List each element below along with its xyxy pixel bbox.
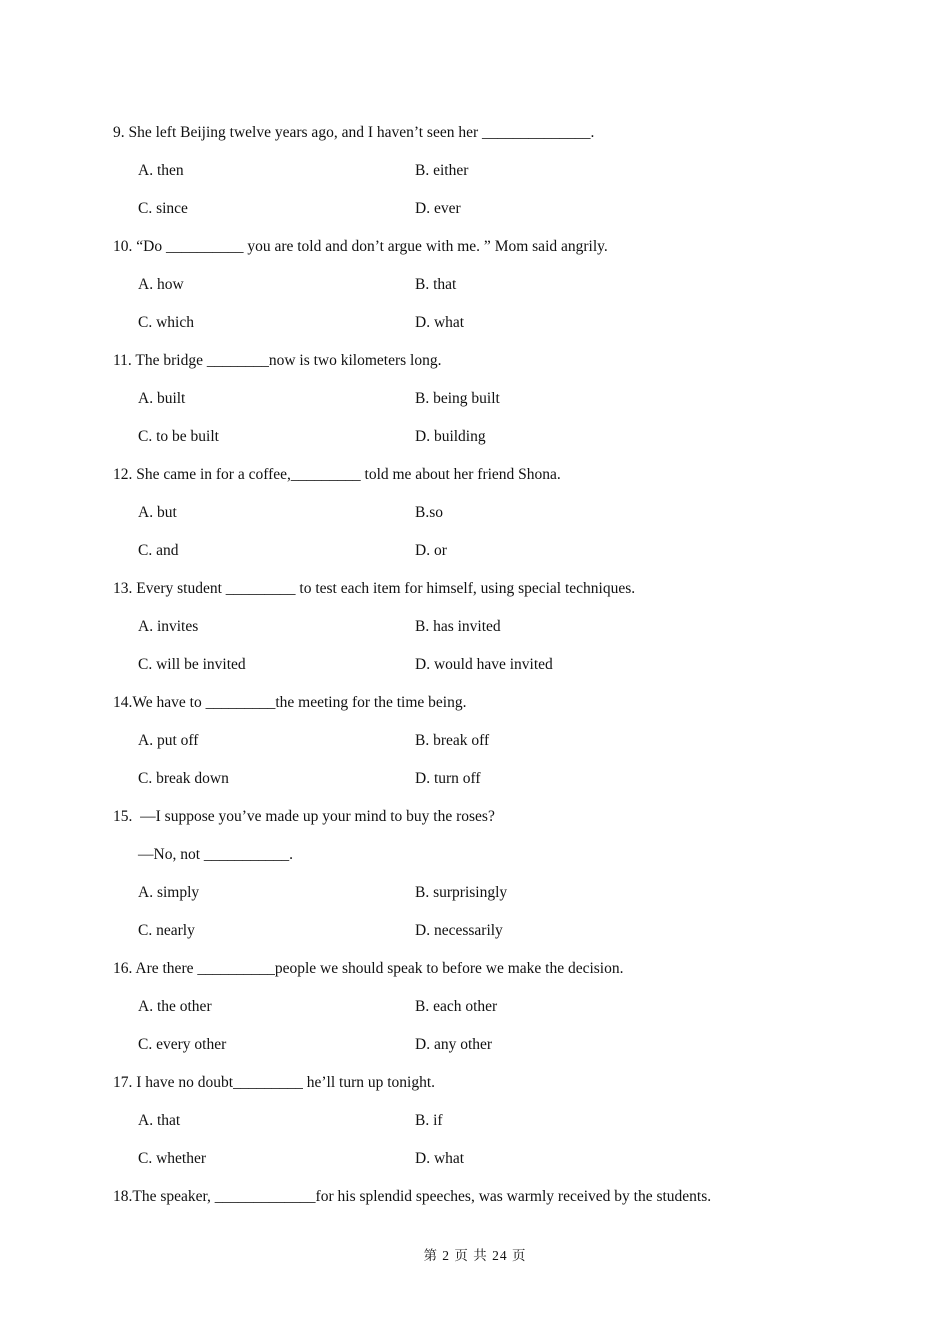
question-16-option-c: C. every other	[138, 1036, 227, 1053]
question-15-continuation: —No, not ___________.	[138, 846, 293, 863]
question-9-stem: 9. She left Beijing twelve years ago, and I haven’t seen her ______________.	[113, 124, 595, 141]
question-18-stem: 18.The speaker, _____________for his splendid speeches, was warmly received by the students.	[113, 1188, 712, 1205]
question-11-option-d: D. building	[415, 428, 486, 445]
question-16-option-a: A. the other	[138, 998, 212, 1015]
question-15-option-a: A. simply	[138, 884, 200, 901]
question-14-option-c: C. break down	[138, 770, 229, 787]
question-15-option-d: D. necessarily	[415, 922, 503, 939]
question-10-option-b: B. that	[415, 276, 457, 293]
question-13-option-d: D. would have invited	[415, 656, 553, 673]
question-10-option-a: A. how	[138, 276, 184, 293]
question-11-option-c: C. to be built	[138, 428, 219, 445]
question-9-option-d: D. ever	[415, 200, 461, 217]
question-17-stem: 17. I have no doubt_________ he’ll turn up tonight.	[113, 1074, 436, 1091]
question-13-option-c: C. will be invited	[138, 656, 246, 673]
question-12-option-b: B.so	[415, 504, 443, 521]
question-13-option-a: A. invites	[138, 618, 199, 635]
question-17-option-c: C. whether	[138, 1150, 207, 1167]
question-12-stem: 12. She came in for a coffee,_________ told me about her friend Shona.	[113, 466, 561, 483]
question-14-option-a: A. put off	[138, 732, 199, 749]
question-17-option-b: B. if	[415, 1112, 443, 1129]
question-17-option-d: D. what	[415, 1150, 465, 1167]
question-12-option-c: C. and	[138, 542, 179, 559]
question-15-option-c: C. nearly	[138, 922, 195, 939]
question-9-option-c: C. since	[138, 200, 188, 217]
page-footer: 第 2 页 共 24 页	[423, 1248, 527, 1263]
question-14-option-d: D. turn off	[415, 770, 481, 787]
question-11-stem: 11. The bridge ________now is two kilometers long.	[113, 352, 442, 369]
question-16-option-b: B. each other	[415, 998, 498, 1015]
question-17-option-a: A. that	[138, 1112, 181, 1129]
question-16-stem: 16. Are there __________people we should speak to before we make the decision.	[113, 960, 624, 977]
question-10-stem: 10. “Do __________ you are told and don’t argue with me. ” Mom said angrily.	[113, 238, 608, 255]
question-9-option-b: B. either	[415, 162, 469, 179]
question-15-option-b: B. surprisingly	[415, 884, 508, 901]
question-11-option-a: A. built	[138, 390, 186, 407]
question-11-option-b: B. being built	[415, 390, 500, 407]
question-15-stem: 15. —I suppose you’ve made up your mind to buy the roses?	[113, 808, 495, 825]
question-14-option-b: B. break off	[415, 732, 490, 749]
question-12-option-d: D. or	[415, 542, 447, 559]
question-9-option-a: A. then	[138, 162, 184, 179]
question-10-option-c: C. which	[138, 314, 194, 331]
question-13-option-b: B. has invited	[415, 618, 501, 635]
question-13-stem: 13. Every student _________ to test each item for himself, using special techniques.	[113, 580, 636, 597]
question-12-option-a: A. but	[138, 504, 177, 521]
question-10-option-d: D. what	[415, 314, 465, 331]
question-14-stem: 14.We have to _________the meeting for the time being.	[113, 694, 467, 711]
question-16-option-d: D. any other	[415, 1036, 493, 1053]
